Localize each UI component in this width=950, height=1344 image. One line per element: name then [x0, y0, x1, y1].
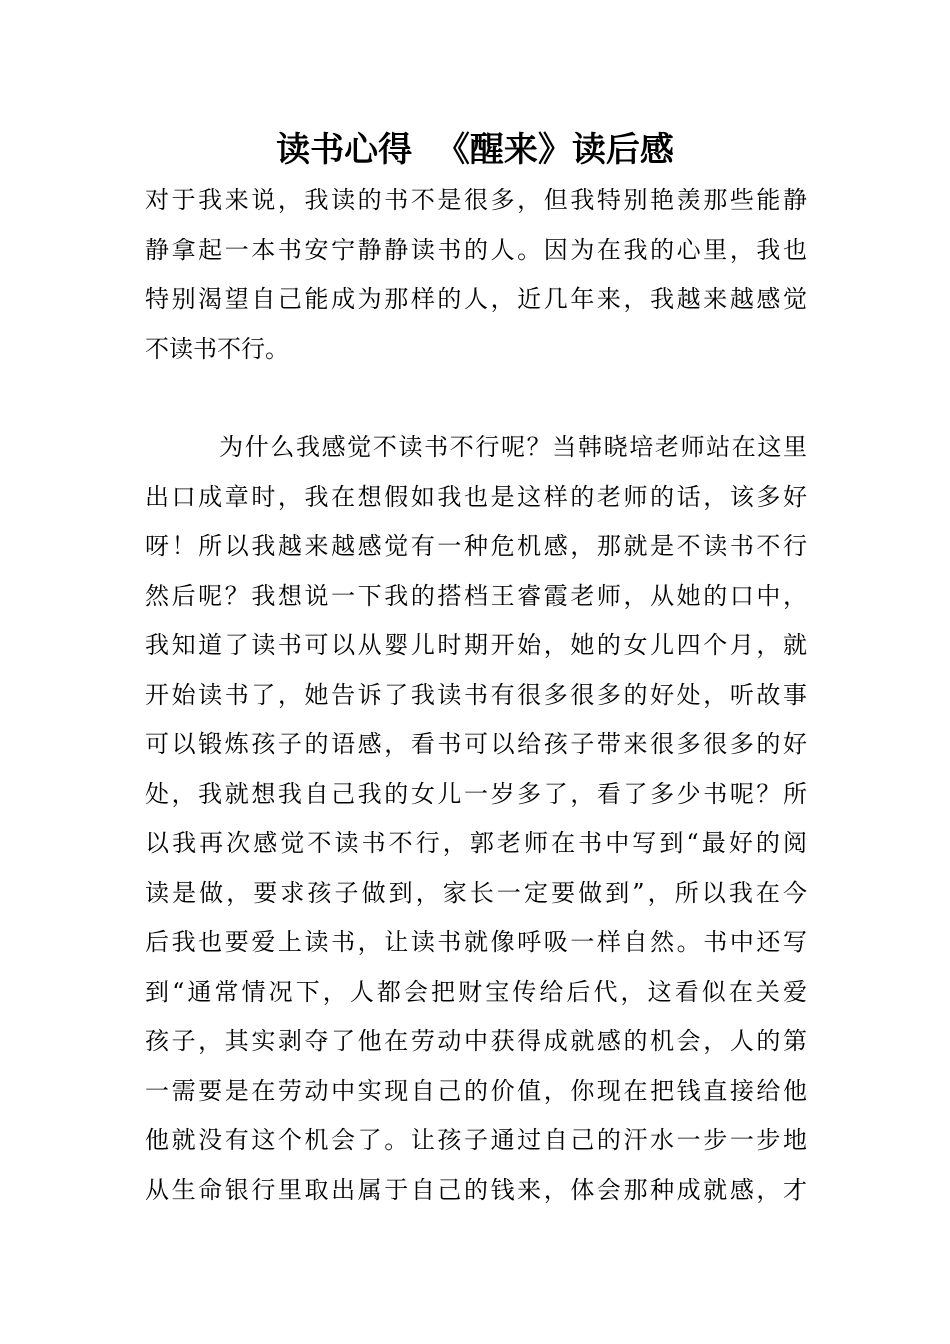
- paragraph-line: 孩子，其实剥夺了他在劳动中获得成就感的机会，人的第: [145, 1027, 807, 1055]
- paragraph-line: 处，我就想我自己我的女儿一岁多了，看了多少书呢？所: [145, 779, 807, 808]
- paragraph-line: 一需要是在劳动中实现自己的价值，你现在把钱直接给他: [145, 1076, 807, 1105]
- paragraph-line: 从生命银行里取出属于自己的钱来，体会那种成就感，才: [145, 1175, 807, 1204]
- paragraph-line: 可以锻炼孩子的语感，看书可以给孩子带来很多很多的好: [145, 730, 807, 758]
- paragraph-line: 特别渴望自己能成为那样的人，近几年来，我越来越感觉: [145, 285, 807, 313]
- paragraph-line: 为什么我感觉不读书不行呢？当韩晓培老师站在这里: [145, 433, 807, 461]
- paragraph-line: 出口成章时，我在想假如我也是这样的老师的话，该多好: [145, 482, 807, 511]
- paragraph-line: 静拿起一本书安宁静静读书的人。因为在我的心里，我也: [145, 235, 807, 264]
- document-title: 读书心得 《醒来》读后感: [276, 130, 674, 170]
- paragraph-1: [145, 176, 807, 374]
- paragraph-line: 读是做，要求孩子做到，家长一定要做到”，所以我在今: [145, 878, 807, 907]
- paragraph-line: 以我再次感觉不读书不行，郭老师在书中写到“最好的阅: [145, 829, 807, 857]
- paragraph-line: 开始读书了，她告诉了我读书有很多很多的好处，听故事: [145, 680, 807, 709]
- paragraph-line: 对于我来说，我读的书不是很多，但我特别艳羡那些能静: [145, 186, 807, 214]
- paragraph-line: 不读书不行。: [145, 334, 289, 363]
- paragraph-line: 到“通常情况下，人都会把财宝传给后代，这看似在关爱: [145, 977, 807, 1006]
- paragraph-line: 我知道了读书可以从婴儿时期开始，她的女儿四个月，就: [145, 631, 807, 659]
- paragraph-line: 他就没有这个机会了。让孩子通过自己的汗水一步一步地: [145, 1126, 807, 1154]
- paragraph-line: 呀！所以我越来越感觉有一种危机感，那就是不读书不行: [145, 532, 807, 560]
- paragraph-line: 后我也要爱上读书，让读书就像呼吸一样自然。书中还写: [145, 928, 807, 956]
- paragraph-line: 然后呢？我想说一下我的搭档王睿霞老师，从她的口中，: [145, 581, 807, 610]
- paragraph-2: [145, 423, 807, 1215]
